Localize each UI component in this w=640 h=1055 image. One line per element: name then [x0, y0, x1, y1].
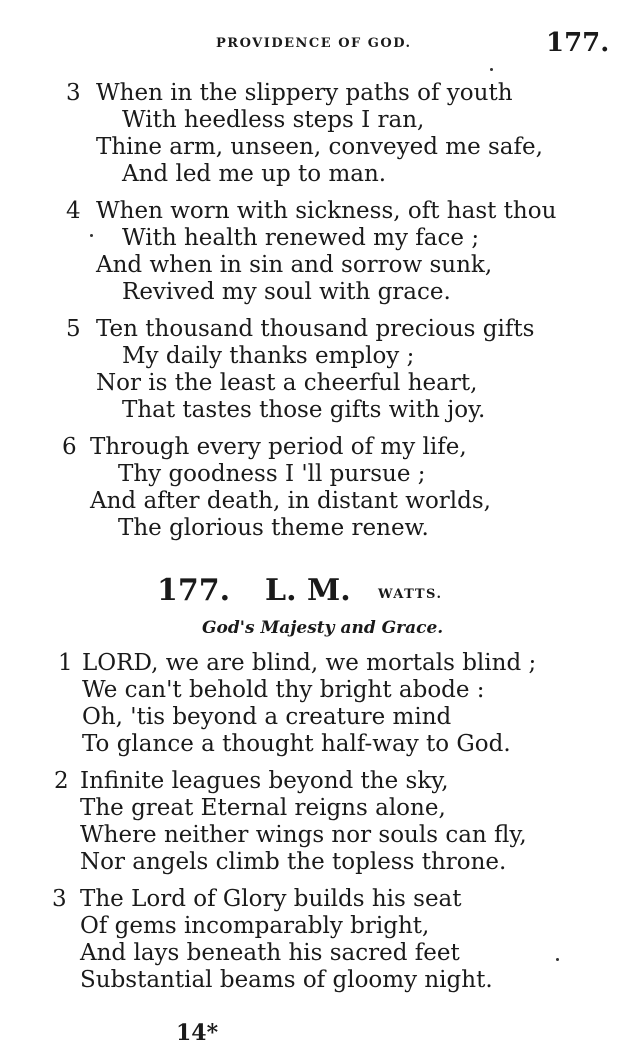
- hymn-subtitle: God's Majesty and Grace.: [202, 618, 444, 638]
- hymn-heading: [0, 573, 640, 613]
- verse-number: 1: [58, 650, 73, 676]
- verse-number: 6: [62, 434, 77, 460]
- hymn-author: WATTS.: [378, 587, 443, 602]
- verse-number: 3: [66, 80, 81, 106]
- verse-line: Of gems incomparably bright,: [80, 913, 430, 939]
- verse-line: With heedless steps I ran,: [122, 107, 425, 133]
- verse-line: With health renewed my face ;: [122, 225, 480, 251]
- verse-line: That tastes those gifts with joy.: [122, 397, 486, 423]
- page-number: 177.: [546, 28, 610, 58]
- verse-line: LORD, we are blind, we mortals blind ;: [82, 650, 537, 676]
- verse-number: 3: [52, 886, 67, 912]
- verse-number: 4: [66, 198, 81, 224]
- verse-number: 2: [54, 768, 69, 794]
- verse-line: Ten thousand thousand precious gifts: [96, 316, 535, 342]
- verse-line: Through every period of my life,: [90, 434, 467, 460]
- verse-line: And when in sin and sorrow sunk,: [96, 252, 493, 278]
- verse-line: Oh, 'tis beyond a creature mind: [82, 704, 452, 730]
- print-speck: [556, 958, 559, 961]
- running-title: PROVIDENCE OF GOD.: [216, 36, 412, 51]
- verse-line: When worn with sickness, oft hast thou: [96, 198, 557, 224]
- verse-line: My daily thanks employ ;: [122, 343, 415, 369]
- hymn-meter: L. M.: [265, 573, 351, 608]
- verse-line: To glance a thought half-way to God.: [82, 731, 511, 757]
- verse-line: The great Eternal reigns alone,: [80, 795, 446, 821]
- verse-line: And lays beneath his sacred feet: [80, 940, 460, 966]
- print-speck: [90, 234, 93, 237]
- verse-line: We can't behold thy bright abode :: [82, 677, 485, 703]
- verse-line: Nor is the least a cheerful heart,: [96, 370, 478, 396]
- verse-line: The glorious theme renew.: [118, 515, 429, 541]
- verse-number: 5: [66, 316, 81, 342]
- verse-line: And led me up to man.: [122, 161, 387, 187]
- hymn-number: 177.: [157, 573, 231, 608]
- verse-line: Thy goodness I 'll pursue ;: [118, 461, 426, 487]
- verse-line: And after death, in distant worlds,: [90, 488, 491, 514]
- verse-line: Where neither wings nor souls can fly,: [80, 822, 527, 848]
- verse-line: Substantial beams of gloomy night.: [80, 967, 493, 993]
- print-speck: [490, 68, 493, 71]
- verse-line: Revived my soul with grace.: [122, 279, 451, 305]
- verse-line: Thine arm, unseen, conveyed me safe,: [96, 134, 543, 160]
- signature-mark: 14*: [176, 1020, 219, 1046]
- verse-line: The Lord of Glory builds his seat: [80, 886, 462, 912]
- verse-line: When in the slippery paths of youth: [96, 80, 513, 106]
- verse-line: Nor angels climb the topless throne.: [80, 849, 507, 875]
- verse-line: Infinite leagues beyond the sky,: [80, 768, 449, 794]
